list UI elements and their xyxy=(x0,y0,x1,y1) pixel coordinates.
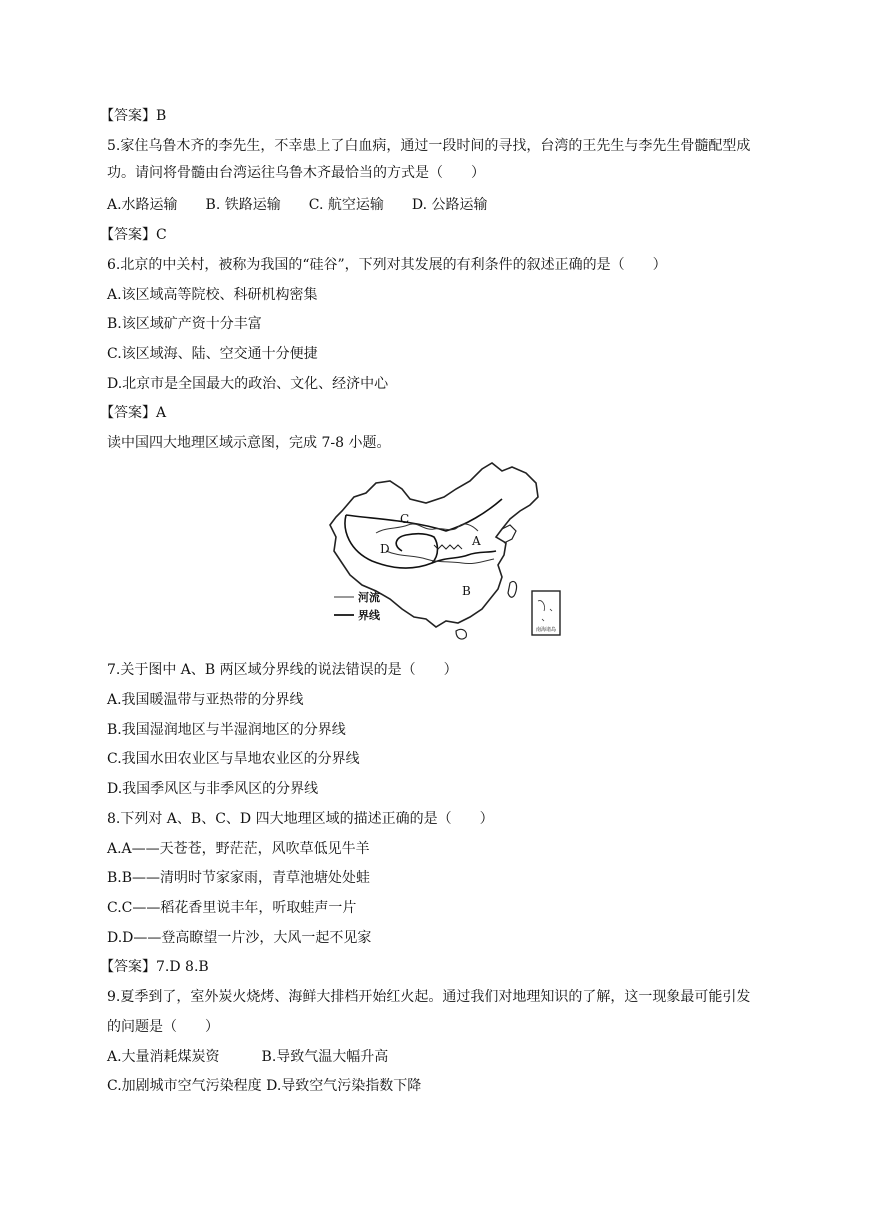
boundary-line-d xyxy=(345,515,437,568)
question-6-option-d: D.北京市是全国最大的政治、文化、经济中心 xyxy=(107,376,389,392)
question-8-option-d: D.D——登高瞭望一片沙，大风一起不见家 xyxy=(107,930,372,946)
answer-q4: 【答案】B xyxy=(100,108,167,124)
question-8-stem: 8.下列对 A、B、C、D 四大地理区域的描述正确的是（ ） xyxy=(107,811,494,827)
boundary-line-north xyxy=(346,499,502,531)
answer-q6: 【答案】A xyxy=(100,405,167,421)
question-7-option-b: B.我国湿润地区与半湿润地区的分界线 xyxy=(107,722,346,738)
question-7-option-d: D.我国季风区与非季风区的分界线 xyxy=(107,781,319,797)
question-7-stem: 7.关于图中 A、B 两区域分界线的说法错误的是（ ） xyxy=(107,662,458,678)
question-6-option-c: C.该区域海、陆、空交通十分便捷 xyxy=(107,346,318,362)
question-9-stem-line2: 的问题是（ ） xyxy=(107,1019,219,1035)
question-8-option-c: C.C——稻花香里说丰年，听取蛙声一片 xyxy=(107,900,357,916)
question-7-option-c: C.我国水田农业区与旱地农业区的分界线 xyxy=(107,751,360,767)
question-9-options-line1: A.大量消耗煤炭资 B.导致气温大幅升高 xyxy=(107,1049,389,1065)
legend-river-label: 河流 xyxy=(358,591,380,604)
taiwan-island xyxy=(508,581,517,597)
china-regions-map xyxy=(306,459,564,647)
inset-caption: 南海诸岛 xyxy=(535,627,557,633)
question-9-stem-line1: 9.夏季到了，室外炭火烧烤、海鲜大排档开始红火起。通过我们对地理知识的了解，这一现象最可能引发 xyxy=(107,989,751,1005)
answer-q5: 【答案】C xyxy=(100,227,167,243)
legend-boundary-label: 界线 xyxy=(358,609,380,622)
question-9-options-line2: C.加剧城市空气污染程度 D.导致空气污染指数下降 xyxy=(107,1078,422,1094)
answer-q7-q8: 【答案】7.D 8.B xyxy=(100,959,209,975)
hainan-island xyxy=(456,629,466,639)
region-label-a: A xyxy=(472,534,481,548)
question-8-option-a: A.A——天苍苍，野茫茫，风吹草低见牛羊 xyxy=(107,841,370,857)
region-label-c: C xyxy=(400,512,410,526)
region-label-d: D xyxy=(380,542,390,556)
question-6-option-a: A.该区域高等院校、科研机构密集 xyxy=(107,287,318,303)
question-8-option-b: B.B——清明时节家家雨，青草池塘处处蛙 xyxy=(107,870,371,886)
question-5-options: A.水路运输 B. 铁路运输 C. 航空运输 D. 公路运输 xyxy=(107,197,488,213)
question-7-option-a: A.我国暖温带与亚热带的分界线 xyxy=(107,692,304,708)
question-6-stem: 6.北京的中关村，被称为我国的“硅谷”，下列对其发展的有利条件的叙述正确的是（ ） xyxy=(107,257,667,273)
china-map-svg xyxy=(306,459,564,647)
question-5-stem-line2: 功。请问将骨髓由台湾运往乌鲁木齐最恰当的方式是（ ） xyxy=(107,165,485,181)
question-5-stem-line1: 5.家住乌鲁木齐的李先生，不幸患上了白血病，通过一段时间的寻找，台湾的王先生与李先生骨髓配型成 xyxy=(107,138,751,154)
region-label-b: B xyxy=(462,584,471,598)
question-6-option-b: B.该区域矿产资十分丰富 xyxy=(107,316,262,332)
intro-questions-7-8: 读中国四大地理区域示意图，完成 7-8 小题。 xyxy=(107,435,391,451)
